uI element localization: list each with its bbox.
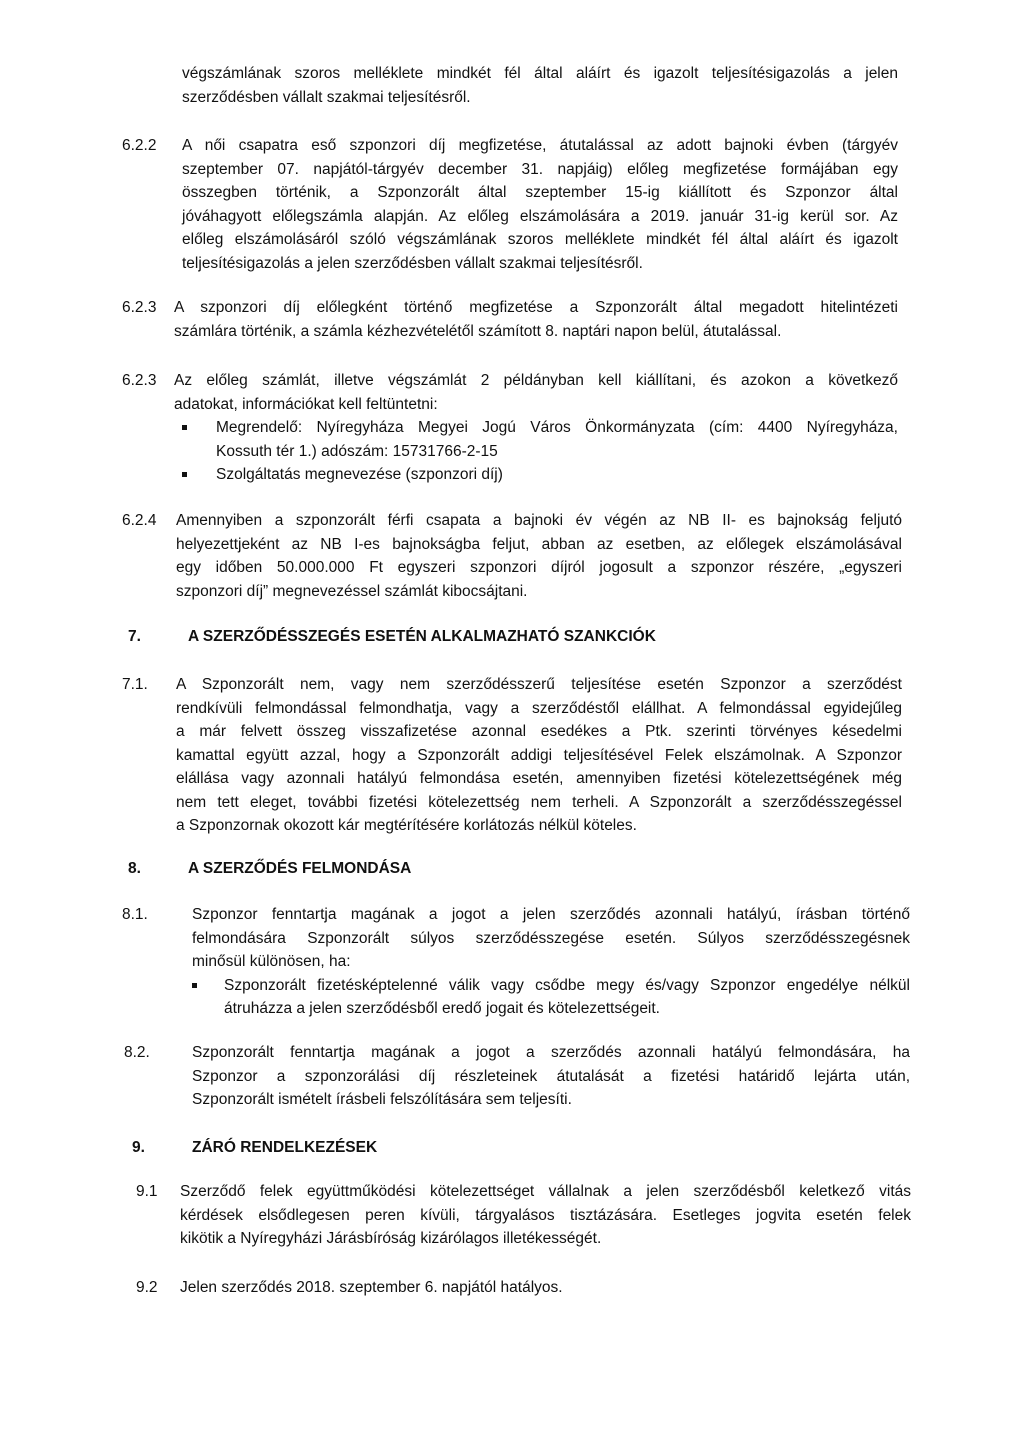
text-line: felmondására Szponzorált súlyos szerződésszegése esetén. Súlyos szerződésszegésnek	[192, 929, 910, 947]
text-line: adatokat, információkat kell feltüntetni:	[174, 395, 438, 413]
text-line: Szponzor fenntartja magának a jogot a jelen szerződés azonnali hatályú, írásban történő	[192, 906, 910, 923]
section-number: 6.2.2	[122, 137, 157, 154]
section-number: 6.2.4	[122, 512, 157, 529]
section-title: A SZERZŐDÉSSZEGÉS ESETÉN ALKALMAZHATÓ SZANKCIÓK	[188, 628, 656, 645]
text-line: összegben történik, a Szponzorált által szeptember 15-ig kiállított és Szponzor által	[182, 184, 898, 201]
section-number: 9.1	[136, 1183, 158, 1200]
section-number: 8.	[128, 860, 141, 877]
text-line: Az előleg számlát, illetve végszámlát 2 példányban kell kiállítani, és azokon a következő	[174, 372, 898, 389]
text-line: A szponzori díj előlegként történő megfizetése a Szponzorált által megadott hitelintézeti	[174, 299, 898, 316]
text-line: Megrendelő: Nyíregyháza Megyei Jogú Város Önkormányzata (cím: 4400 Nyíregyháza,	[216, 419, 898, 436]
section-number: 7.1.	[122, 676, 148, 693]
text-line: előleg elszámolásáról szóló végszámlának szoros melléklete mindkét fél által aláírt és igazolt	[182, 231, 898, 248]
section-title: ZÁRÓ RENDELKEZÉSEK	[192, 1139, 378, 1156]
text-line: szponzori díj” megnevezéssel számlát kibocsájtani.	[176, 582, 528, 600]
text-line: átruházza a jelen szerződésből eredő jogait és kötelezettségeit.	[224, 1000, 660, 1017]
bullet-item	[178, 463, 898, 487]
text-line: minősül különösen, ha:	[192, 953, 351, 970]
text-line: elállása vagy azonnali hatályú felmondása esetén, amennyiben fizetési kötelezettségének még	[176, 770, 902, 787]
text-line: szerződésben vállalt szakmai teljesítésről.	[182, 88, 471, 106]
text-line: kikötik a Nyíregyházi Járásbíróság kizárólagos illetékességét.	[180, 1230, 602, 1247]
text-line: Kossuth tér 1.) adószám: 15731766-2-15	[216, 442, 498, 460]
text-line: egy időben 50.000.000 Ft egyszeri szponzori díjról jogosult a szponzor részére, „egyszeri	[176, 559, 902, 576]
text-line: Szponzorált fizetésképtelenné válik vagy csődbe megy és/vagy Szponzor engedélye nélkül	[224, 976, 910, 994]
text-line: szeptember 07. napjától-tárgyév december 31. napjáig) előleg megfizetése formájában egy	[182, 160, 898, 178]
bullet-icon	[182, 472, 187, 477]
text-line: Szolgáltatás megnevezése (szponzori díj)	[216, 466, 503, 483]
text-line: Szerződő felek együttműködési kötelezettséget vállalnak a jelen szerződésből keletkező vitás	[180, 1183, 911, 1200]
text-line: Szponzorált ismételt írásbeli felszólítására sem teljesíti.	[192, 1091, 572, 1108]
section-number: 6.2.3	[122, 372, 157, 389]
text-line: A Szponzorált nem, vagy nem szerződésszerű teljesítése esetén Szponzor a szerződést	[176, 676, 902, 693]
bullet-icon	[192, 983, 197, 988]
section-number: 8.1.	[122, 906, 148, 923]
text-line: nem tett eleget, további fizetési kötelezettség nem terheli. A Szponzorált a szerződésszegéssel	[176, 793, 902, 811]
text-line: a már felvett összeg visszafizetése azonnal esedékes a Ptk. szerinti törvényes késedelmi	[176, 723, 902, 740]
text-line: Jelen szerződés 2018. szeptember 6. napjától hatályos.	[180, 1279, 563, 1296]
text-line: Szponzorált fenntartja magának a jogot a szerződés azonnali hatályú felmondására, ha	[192, 1044, 910, 1061]
text-line: A női csapatra eső szponzori díj megfizetése, átutalással az adott bajnoki évben (tárgyév	[182, 137, 898, 154]
section-number: 8.2.	[124, 1044, 150, 1061]
text-line: helyezettjeként az NB I-es bajnokságba feljut, abban az esetben, az előlegek elszámolásával	[176, 535, 902, 553]
section-number: 6.2.3	[122, 299, 157, 316]
text-line: Amennyiben a szponzorált férfi csapata a bajnoki év végén az NB II- es bajnokság feljutó	[176, 512, 902, 529]
text-line: a Szponzornak okozott kár megtérítésére korlátozás nélkül köteles.	[176, 817, 637, 834]
bullet-item	[192, 974, 910, 1021]
text-line: teljesítésigazolás a jelen szerződésben vállalt szakmai teljesítésről.	[182, 254, 643, 272]
text-line: számlára történik, a számla kézhezvételétől számított 8. naptári napon belül, átutalással.	[174, 322, 782, 340]
bullet-icon	[182, 425, 187, 430]
section-number: 9.2	[136, 1279, 158, 1296]
text-line: jóváhagyott előlegszámla alapján. Az előleg elszámolására a 2019. január 31-ig kerül sor. Az	[182, 207, 898, 225]
text-line: kérdések elsődlegesen peren kívüli, tárgyalásos tisztázására. Esetleges jogvita esetén felek	[180, 1206, 911, 1224]
bullet-item	[178, 416, 898, 463]
text-line: kamattal együtt azzal, hogy a Szponzorált addigi teljesítésével Felek elszámolnak. A Szponzor	[176, 746, 902, 764]
section-number: 9.	[132, 1139, 145, 1156]
section-number: 7.	[128, 628, 141, 645]
text-line: rendkívüli felmondással felmondhatja, vagy a szerződéstől elállhat. A felmondással egyidejűleg	[176, 699, 902, 717]
section-title: A SZERZŐDÉS FELMONDÁSA	[188, 860, 412, 877]
text-line: Szponzor a szponzorálási díj részleteinek átutalását a fizetési határidő lejárta után,	[192, 1067, 910, 1085]
text-line: végszámlának szoros melléklete mindkét fél által aláírt és igazolt teljesítésigazolás a jelen	[182, 65, 898, 82]
